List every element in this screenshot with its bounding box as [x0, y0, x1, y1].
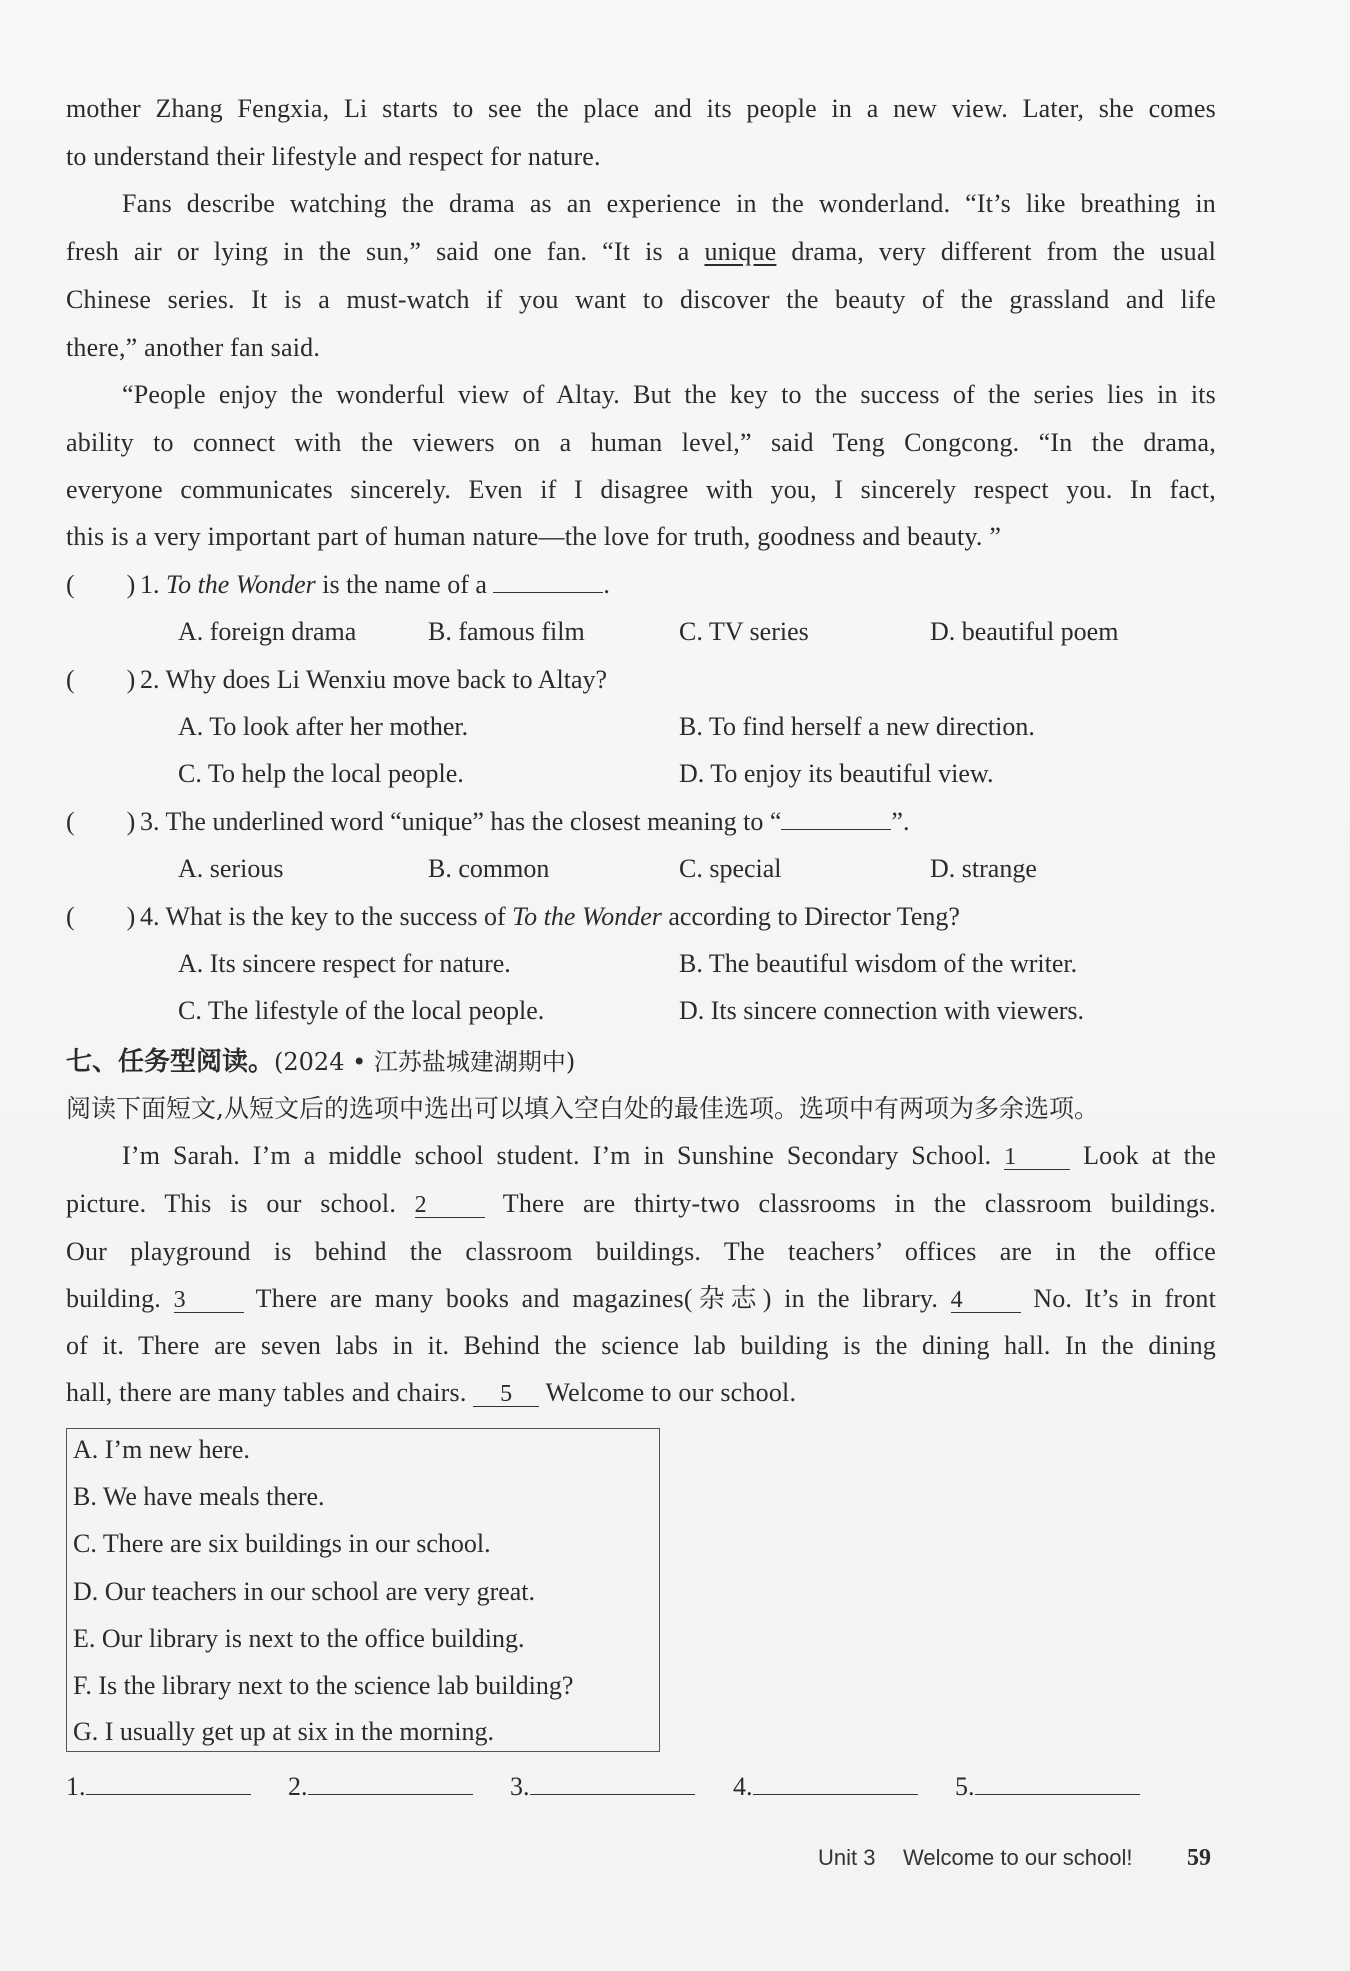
- option-item: G. I usually get up at six in the morning.: [73, 1717, 495, 1746]
- answer-1: 1.: [66, 1770, 251, 1804]
- passage-line: “People enjoy the wonderful view of Altay. But the key to the success of the series lies in its: [122, 380, 1216, 409]
- footer-title: Welcome to our school!: [903, 1845, 1133, 1870]
- option-d[interactable]: D. To enjoy its beautiful view.: [679, 759, 994, 788]
- passage-line: ability to connect with the viewers on a human level,” said Teng Congcong. “In the drama,: [66, 428, 1216, 457]
- fill-blank[interactable]: [781, 805, 891, 830]
- answer-paren[interactable]: ( ): [66, 807, 136, 836]
- blank-1[interactable]: 1: [1004, 1145, 1070, 1170]
- passage-line: this is a very important part of human nature—the love for truth, goodness and beauty. ”: [66, 522, 1002, 551]
- passage-line: fresh air or lying in the sun,” said one fan. “It is a unique drama, very different from the usual: [66, 237, 1217, 266]
- passage-line: building. 3 There are many books and magazines(杂志) in the library. 4 No. It’s in front: [66, 1284, 1217, 1313]
- option-item: D. Our teachers in our school are very great.: [73, 1577, 536, 1606]
- passage-line: Our playground is behind the classroom buildings. The teachers’ offices are in the office: [66, 1237, 1216, 1266]
- passage-line: hall, there are many tables and chairs. 5 Welcome to our school.: [66, 1378, 797, 1407]
- page-number: 59: [1187, 1845, 1211, 1871]
- passage-line: picture. This is our school. 2 There are thirty-two classrooms in the classroom buildings.: [66, 1189, 1216, 1218]
- option-c[interactable]: C. TV series: [679, 617, 809, 646]
- blank-5[interactable]: 5: [473, 1382, 539, 1407]
- blank-3[interactable]: 3: [174, 1288, 244, 1313]
- passage-line: I’m Sarah. I’m a middle school student. I’m in Sunshine Secondary School. 1 Look at the: [122, 1141, 1217, 1170]
- answer-paren[interactable]: ( ): [66, 665, 136, 694]
- option-d[interactable]: D. strange: [930, 854, 1037, 883]
- option-d[interactable]: D. beautiful poem: [930, 617, 1119, 646]
- section-heading: 七、任务型阅读。(2024 • 江苏盐城建湖期中): [66, 1047, 576, 1077]
- question-2: 2. Why does Li Wenxiu move back to Altay?: [140, 665, 608, 694]
- option-item: B. We have meals there.: [73, 1482, 325, 1511]
- passage-line: of it. There are seven labs in it. Behind the science lab building is the dining hall. In the dining: [66, 1331, 1216, 1360]
- option-d[interactable]: D. Its sincere connection with viewers.: [679, 996, 1085, 1025]
- passage-line: to understand their lifestyle and respect for nature.: [66, 142, 601, 171]
- question-4: 4. What is the key to the success of To the Wonder according to Director Teng?: [140, 902, 960, 931]
- answer-4: 4.: [733, 1770, 918, 1804]
- passage-line: everyone communicates sincerely. Even if I disagree with you, I sincerely respect you. In fact,: [66, 475, 1216, 504]
- answer-2: 2.: [288, 1770, 473, 1804]
- answer-blank[interactable]: [753, 1770, 918, 1795]
- option-a[interactable]: A. foreign drama: [178, 617, 357, 646]
- footer-unit: Unit 3: [818, 1845, 876, 1870]
- blank-4[interactable]: 4: [951, 1288, 1021, 1313]
- option-a[interactable]: A. serious: [178, 854, 284, 883]
- options-box: [66, 1428, 660, 1752]
- answer-paren[interactable]: ( ): [66, 570, 136, 599]
- option-a[interactable]: A. Its sincere respect for nature.: [178, 949, 511, 978]
- passage-line: mother Zhang Fengxia, Li starts to see the place and its people in a new view. Later, she comes: [66, 94, 1216, 123]
- answer-blank[interactable]: [975, 1770, 1140, 1795]
- section-instruction: 阅读下面短文,从短文后的选项中选出可以填入空白处的最佳选项。选项中有两项为多余选项。: [66, 1094, 1099, 1123]
- option-item: F. Is the library next to the science lab building?: [73, 1671, 574, 1700]
- fill-blank[interactable]: [493, 568, 603, 593]
- answer-blank[interactable]: [530, 1770, 695, 1795]
- option-b[interactable]: B. To find herself a new direction.: [679, 712, 1035, 741]
- option-b[interactable]: B. The beautiful wisdom of the writer.: [679, 949, 1078, 978]
- option-c[interactable]: C. special: [679, 854, 782, 883]
- option-item: E. Our library is next to the office building.: [73, 1624, 525, 1653]
- underlined-word: unique: [704, 237, 777, 266]
- blank-2[interactable]: 2: [415, 1193, 485, 1218]
- option-c[interactable]: C. The lifestyle of the local people.: [178, 996, 545, 1025]
- passage-line: there,” another fan said.: [66, 333, 321, 362]
- passage-line: Fans describe watching the drama as an experience in the wonderland. “It’s like breathing in: [122, 189, 1216, 218]
- answer-3: 3.: [510, 1770, 695, 1804]
- answer-5: 5.: [955, 1770, 1140, 1804]
- option-b[interactable]: B. common: [428, 854, 550, 883]
- answer-blank[interactable]: [308, 1770, 473, 1795]
- option-a[interactable]: A. To look after her mother.: [178, 712, 469, 741]
- answer-blank[interactable]: [86, 1770, 251, 1795]
- answer-paren[interactable]: ( ): [66, 902, 136, 931]
- option-c[interactable]: C. To help the local people.: [178, 759, 464, 788]
- option-item: A. I’m new here.: [73, 1435, 250, 1464]
- question-3: 3. The underlined word “unique” has the closest meaning to “ ”.: [140, 807, 910, 836]
- question-1: 1. To the Wonder is the name of a .: [140, 570, 610, 599]
- option-b[interactable]: B. famous film: [428, 617, 585, 646]
- option-item: C. There are six buildings in our school.: [73, 1529, 491, 1558]
- passage-line: Chinese series. It is a must-watch if you want to discover the beauty of the grassland and life: [66, 285, 1216, 314]
